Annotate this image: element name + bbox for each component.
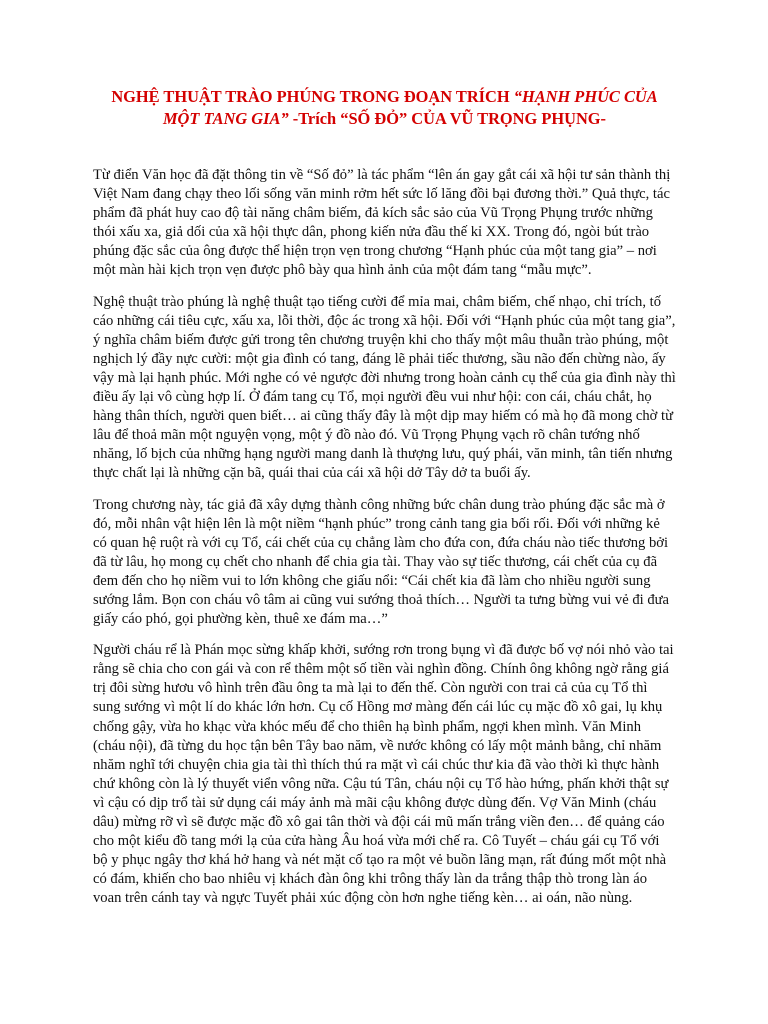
title-part-1: NGHỆ THUẬT TRÀO PHÚNG TRONG ĐOẠN TRÍCH (111, 87, 514, 106)
paragraph-3: Trong chương này, tác giả đã xây dựng thành công những bức chân dung trào phúng đặc sắc mà ở đó, mỗi nhân vật hiện lên là một niềm “hạnh phúc” trong cảnh tang gia bối rối. Đối với những kẻ có quan hệ ruột rà với cụ Tổ, cái chết của cụ chẳng làm cho đứa con, đứa cháu nào tiếc thương bởi đã từ lâu, họ mong cụ chết cho nhanh để chia gia tài. Thay vào sự tiếc thương, cái chết của cụ đã đem đến cho họ niềm vui to lớn không che giấu nổi: “Cái chết kia đã làm cho nhiều người sung sướng lắm. Bọn con cháu vô tâm ai cũng vui sướng thoả thích… Người ta tưng bừng vui vẻ đi đưa giấy cáo phó, gọi phường kèn, thuê xe đám ma…” (93, 496, 670, 628)
paragraph-1: Từ điển Văn học đã đặt thông tin về “Số đỏ” là tác phẩm “lên án gay gắt cái xã hội tư sản thành thị Việt Nam đang chạy theo lối sống văn minh rởm hết sức lố lăng đồi bại đương thời.” Quả thực, tác phẩm đã phát huy cao độ tài năng châm biếm, đả kích sắc sảo của Vũ Trọng Phụng trước những thói xấu xa, giả dối của xã hội thực dân, phong kiến nửa đầu thế kỉ XX. Trong đó, ngòi bút trào phúng đặc sắc của ông được thể hiện trọn vẹn trong chương “Hạnh phúc của một tang gia” – nơi một màn hài kịch trọn vẹn được phô bày qua hình ảnh của một đám tang “mẫu mực”. (93, 167, 671, 279)
paragraph-2: Nghệ thuật trào phúng là nghệ thuật tạo tiếng cười để mỉa mai, châm biếm, chế nhạo, chỉ trích, tố cáo những cái tiêu cực, xấu xa, lỗi thời, độc ác trong xã hội. Đối với “Hạnh phúc của một tang gia”, ý nghĩa châm biếm được gửi trong tên chương truyện khi cho thấy một mâu thuẫn trào phúng, một nghịch lý đầy nực cười: một gia đình có tang, đáng lẽ phải tiếc thương, sầu não đến chừng nào, ấy vậy mà lại hạnh phúc. Mới nghe có vẻ ngược đời nhưng trong hoàn cảnh cụ thể của gia đình này thì điều ấy lại vô cùng hợp lí. Ở đám tang cụ Tổ, mọi người đều vui như hội: con cái, cháu chắt, họ hàng thân thích, người quen biết… ai cũng thấy đây là một dịp may hiếm có mà họ đã mong chờ từ lâu để thoả mãn một nguyện vọng, một ý đồ nào đó. Vũ Trọng Phụng vạch rõ chân tướng nhố nhăng, lố bịch của những hạng người mang danh là thượng lưu, quý phái, văn minh, tân tiến nhưng thực chất lại là những cặn bã, quái thai của cái xã hội dở Tây dở ta buổi ấy. (93, 293, 676, 482)
title-part-3: -Trích “SỐ ĐỎ” CỦA VŨ TRỌNG PHỤNG- (288, 109, 607, 128)
paragraph-4: Người cháu rể là Phán mọc sừng khấp khởi, sướng rơn trong bụng vì đã được bố vợ nói nhỏ vào tai rằng sẽ chia cho con gái và con rể thêm một số tiền vài nghìn đồng. Chính ông không ngờ rằng giá trị đôi sừng hươu vô hình trên đầu ông ta mà lại to đến thế. Còn người con trai cả của cụ Tổ thì sung sướng vì một lí do khác lớn hơn. Cụ cố Hồng mơ màng đến cái lúc cụ mặc đồ xô gai, lụ khụ chống gậy, vừa ho khạc vừa khóc mếu để cho thiên hạ bình phẩm, ngợi khen mình. Văn Minh (cháu nội), đã từng du học tận bên Tây bao năm, về nước không có lấy một mảnh bằng, chỉ nhăm nhăm nghĩ tới chuyện chia gia tài thì thích thú ra mặt vì cái chúc thư kia đã vào thời kì thực hành chứ không còn là lý thuyết viển vông nữa. Cậu tú Tân, cháu nội cụ Tổ hào hứng, phấn khởi thật sự vì cậu có dịp trổ tài sử dụng cái máy ảnh mà mãi cậu không được dùng đến. Vợ Văn Minh (cháu dâu) mừng rỡ vì sẽ được mặc đồ xô gai tân thời và đội cái mũ mấn trắng viền đen… để quảng cáo cho một kiểu đồ tang mới lạ của cửa hàng Âu hoá vừa mới chế ra. Cô Tuyết – cháu gái cụ Tổ với bộ y phục ngây thơ khá hở hang và nét mặt cố tạo ra một vẻ buồn lãng mạn, rất đúng mốt một nhà có đám, khiến cho bao nhiêu vị khách đàn ông khi trông thấy làn da trắng thập thò trong làn áo voan trên cánh tay và ngực Tuyết phải xúc động còn hơn nghe tiếng kèn… ai oán, não nùng. (93, 642, 674, 907)
title-part-2-italic: “HẠNH PHÚC CỦA MỘT TANG GIA” (162, 87, 658, 128)
document-title (93, 86, 676, 130)
